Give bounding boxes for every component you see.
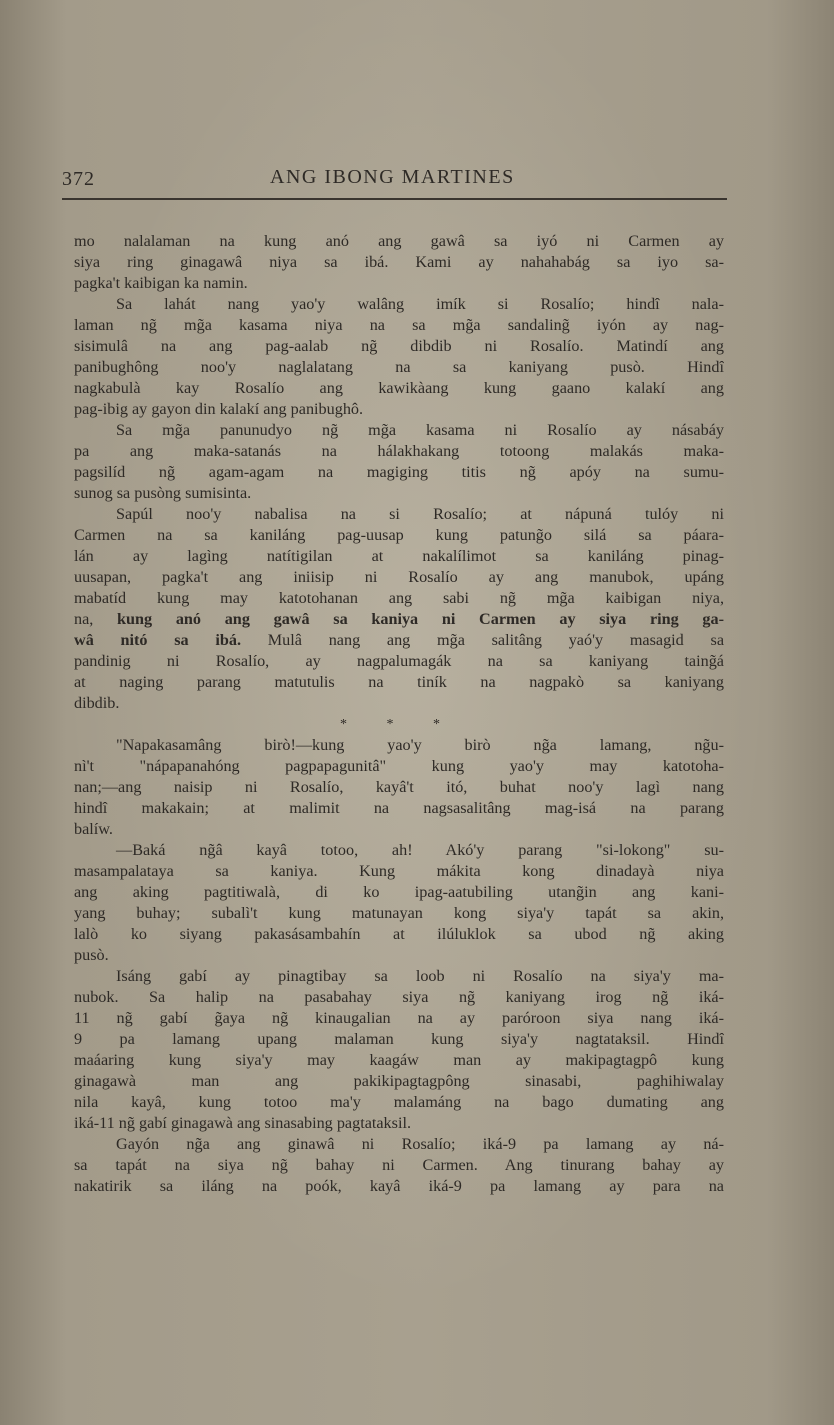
text-line: nubok. Sa halip na pasabahay siya ng̃ kaniyang irog ng̃ iká-: [74, 988, 724, 1006]
text-span: Mulâ nang ang mg̃a salitâng yaó'y masagid sa: [267, 631, 724, 649]
text-line: iká-11 ng̃ gabí ginagawà ang sinasabing pagtataksil.: [74, 1114, 411, 1132]
text-line: —Baká ng̃â kayâ totoo, ah! Akó'y parang "si-lokong" su-: [116, 841, 724, 859]
text-line: sa tapát na siya ng̃ bahay ni Carmen. Ang tinurang bahay ay: [74, 1156, 724, 1174]
text-line: pa ang maka-satanás na hálakhakang totoong malakás maka-: [74, 442, 724, 460]
text-line: 11 ng̃ gabí g̃aya ng̃ kinaugalian na ay paróroon siya nang iká-: [74, 1009, 724, 1027]
text-line: Carmen na sa kaniláng pag-uusap kung patung̃o silá sa páara-: [74, 526, 724, 544]
text-line: nila kayâ, kung totoo ma'y malamáng na bago dumating ang: [74, 1093, 724, 1111]
text-line-mixed: [74, 630, 724, 651]
text-line: sunog sa pusòng sumisinta.: [74, 484, 252, 502]
text-line: pag-ibig ay gayon din kalakí ang panibughô.: [74, 400, 364, 418]
section-break: * * *: [340, 717, 458, 732]
text-line: Isáng gabí ay pinagtibay sa loob ni Rosalío na siya'y ma-: [116, 967, 724, 985]
text-line: nagkabulà kay Rosalío ang kawikàang kung gaano kalakí ang: [74, 379, 724, 397]
text-line-mixed: [74, 609, 724, 630]
text-line: dibdib.: [74, 694, 120, 712]
text-line: ginagawà man ang pakikipagtagpông sinasabi, paghihiwalay: [74, 1072, 724, 1090]
text-line: Sapúl noo'y nabalisa na si Rosalío; at nápuná tulóy ni: [116, 505, 724, 523]
text-line: "Napakasamâng birò!—kung yao'y birò ng̃a lamang, ng̃u-: [116, 736, 724, 754]
text-line: lalò ko siyang pakasásambahín at ilúluklok sa ubod ng̃ aking: [74, 925, 724, 943]
text-span: na,: [74, 610, 94, 628]
text-line: Sa mg̃a panunudyo ng̃ mg̃a kasama ni Rosalío ay násabáy: [116, 421, 724, 439]
page-header: [62, 162, 727, 202]
text-line: nì't "nápapanahóng pagpapagunitâ" kung yao'y may katotoha-: [74, 757, 724, 775]
text-line: hindî makakain; at malimit na nagsasalitâng mag-isá na parang: [74, 799, 724, 817]
body-text: [74, 231, 724, 1197]
text-line: ang aking pagtitiwalà, di ko ipag-aatubiling utang̃in ang kani-: [74, 883, 724, 901]
text-line: pagka't kaibigan ka namin.: [74, 274, 248, 292]
emphasis-text: kung anó ang gawâ sa kaniya ni Carmen ay siya ring ga-: [117, 610, 724, 628]
text-line: sisimulâ na ang pag-aalab ng̃ dibdib ni Rosalío. Matindí ang: [74, 337, 724, 355]
text-line: 9 pa lamang upang malaman kung siya'y nagtataksil. Hindî: [74, 1030, 724, 1048]
text-line: Gayón ng̃a ang ginawâ ni Rosalío; iká-9 pa lamang ay ná-: [116, 1135, 724, 1153]
text-line: siya ring ginagawâ niya sa ibá. Kami ay nahahabág sa iyo sa-: [74, 253, 724, 271]
text-line: at naging parang matutulis na tiník na nagpakò sa kaniyang: [74, 673, 724, 691]
text-line: Sa lahát nang yao'y walâng imík si Rosalío; hindî nala-: [116, 295, 724, 313]
text-line: maáaring kung siya'y may kaagáw man ay makipagtagpô kung: [74, 1051, 724, 1069]
text-line: lán ay lagìng natítigilan at nakalílimot sa kaniláng pinag-: [74, 547, 724, 565]
text-line: pusò.: [74, 946, 109, 964]
text-line: nakatirik sa iláng na poók, kayâ iká-9 pa lamang ay para na: [74, 1177, 724, 1195]
text-line: panibughông noo'y naglalatang na sa kaniyang pusò. Hindî: [74, 358, 724, 376]
page-number: 372: [62, 168, 95, 190]
text-line: yang buhay; subalì't kung matunayan kong siya'y tapát sa akin,: [74, 904, 724, 922]
text-line: mo nalalaman na kung anó ang gawâ sa iyó ni Carmen ay: [74, 232, 724, 250]
text-line: nan;—ang naisip ni Rosalío, kayâ't itó, buhat noo'y lagì nang: [74, 778, 724, 796]
text-line: pandinig ni Rosalío, ay nagpalumagák na sa kaniyang taing̃á: [74, 652, 724, 670]
text-line: masampalataya sa kaniya. Kung mákita kong dinadayà niya: [74, 862, 724, 880]
text-line: balíw.: [74, 820, 113, 838]
text-line: mabatíd kung may katotohanan ang sabi ng̃ mg̃a kaibigan niya,: [74, 589, 724, 607]
header-rule: [62, 198, 727, 200]
running-title: ANG IBONG MARTINES: [270, 166, 515, 188]
text-line: laman ng̃ mg̃a kasama niya na sa mg̃a sandaling̃ iyón ay nag-: [74, 316, 724, 334]
text-line: pagsilíd ng̃ agam-agam na magiging titis ng̃ apóy na sumu-: [74, 463, 724, 481]
emphasis-text: wâ nitó sa ibá.: [74, 631, 242, 649]
text-line: uusapan, pagka't ang iniisip ni Rosalío ay ang manubok, upáng: [74, 568, 724, 586]
